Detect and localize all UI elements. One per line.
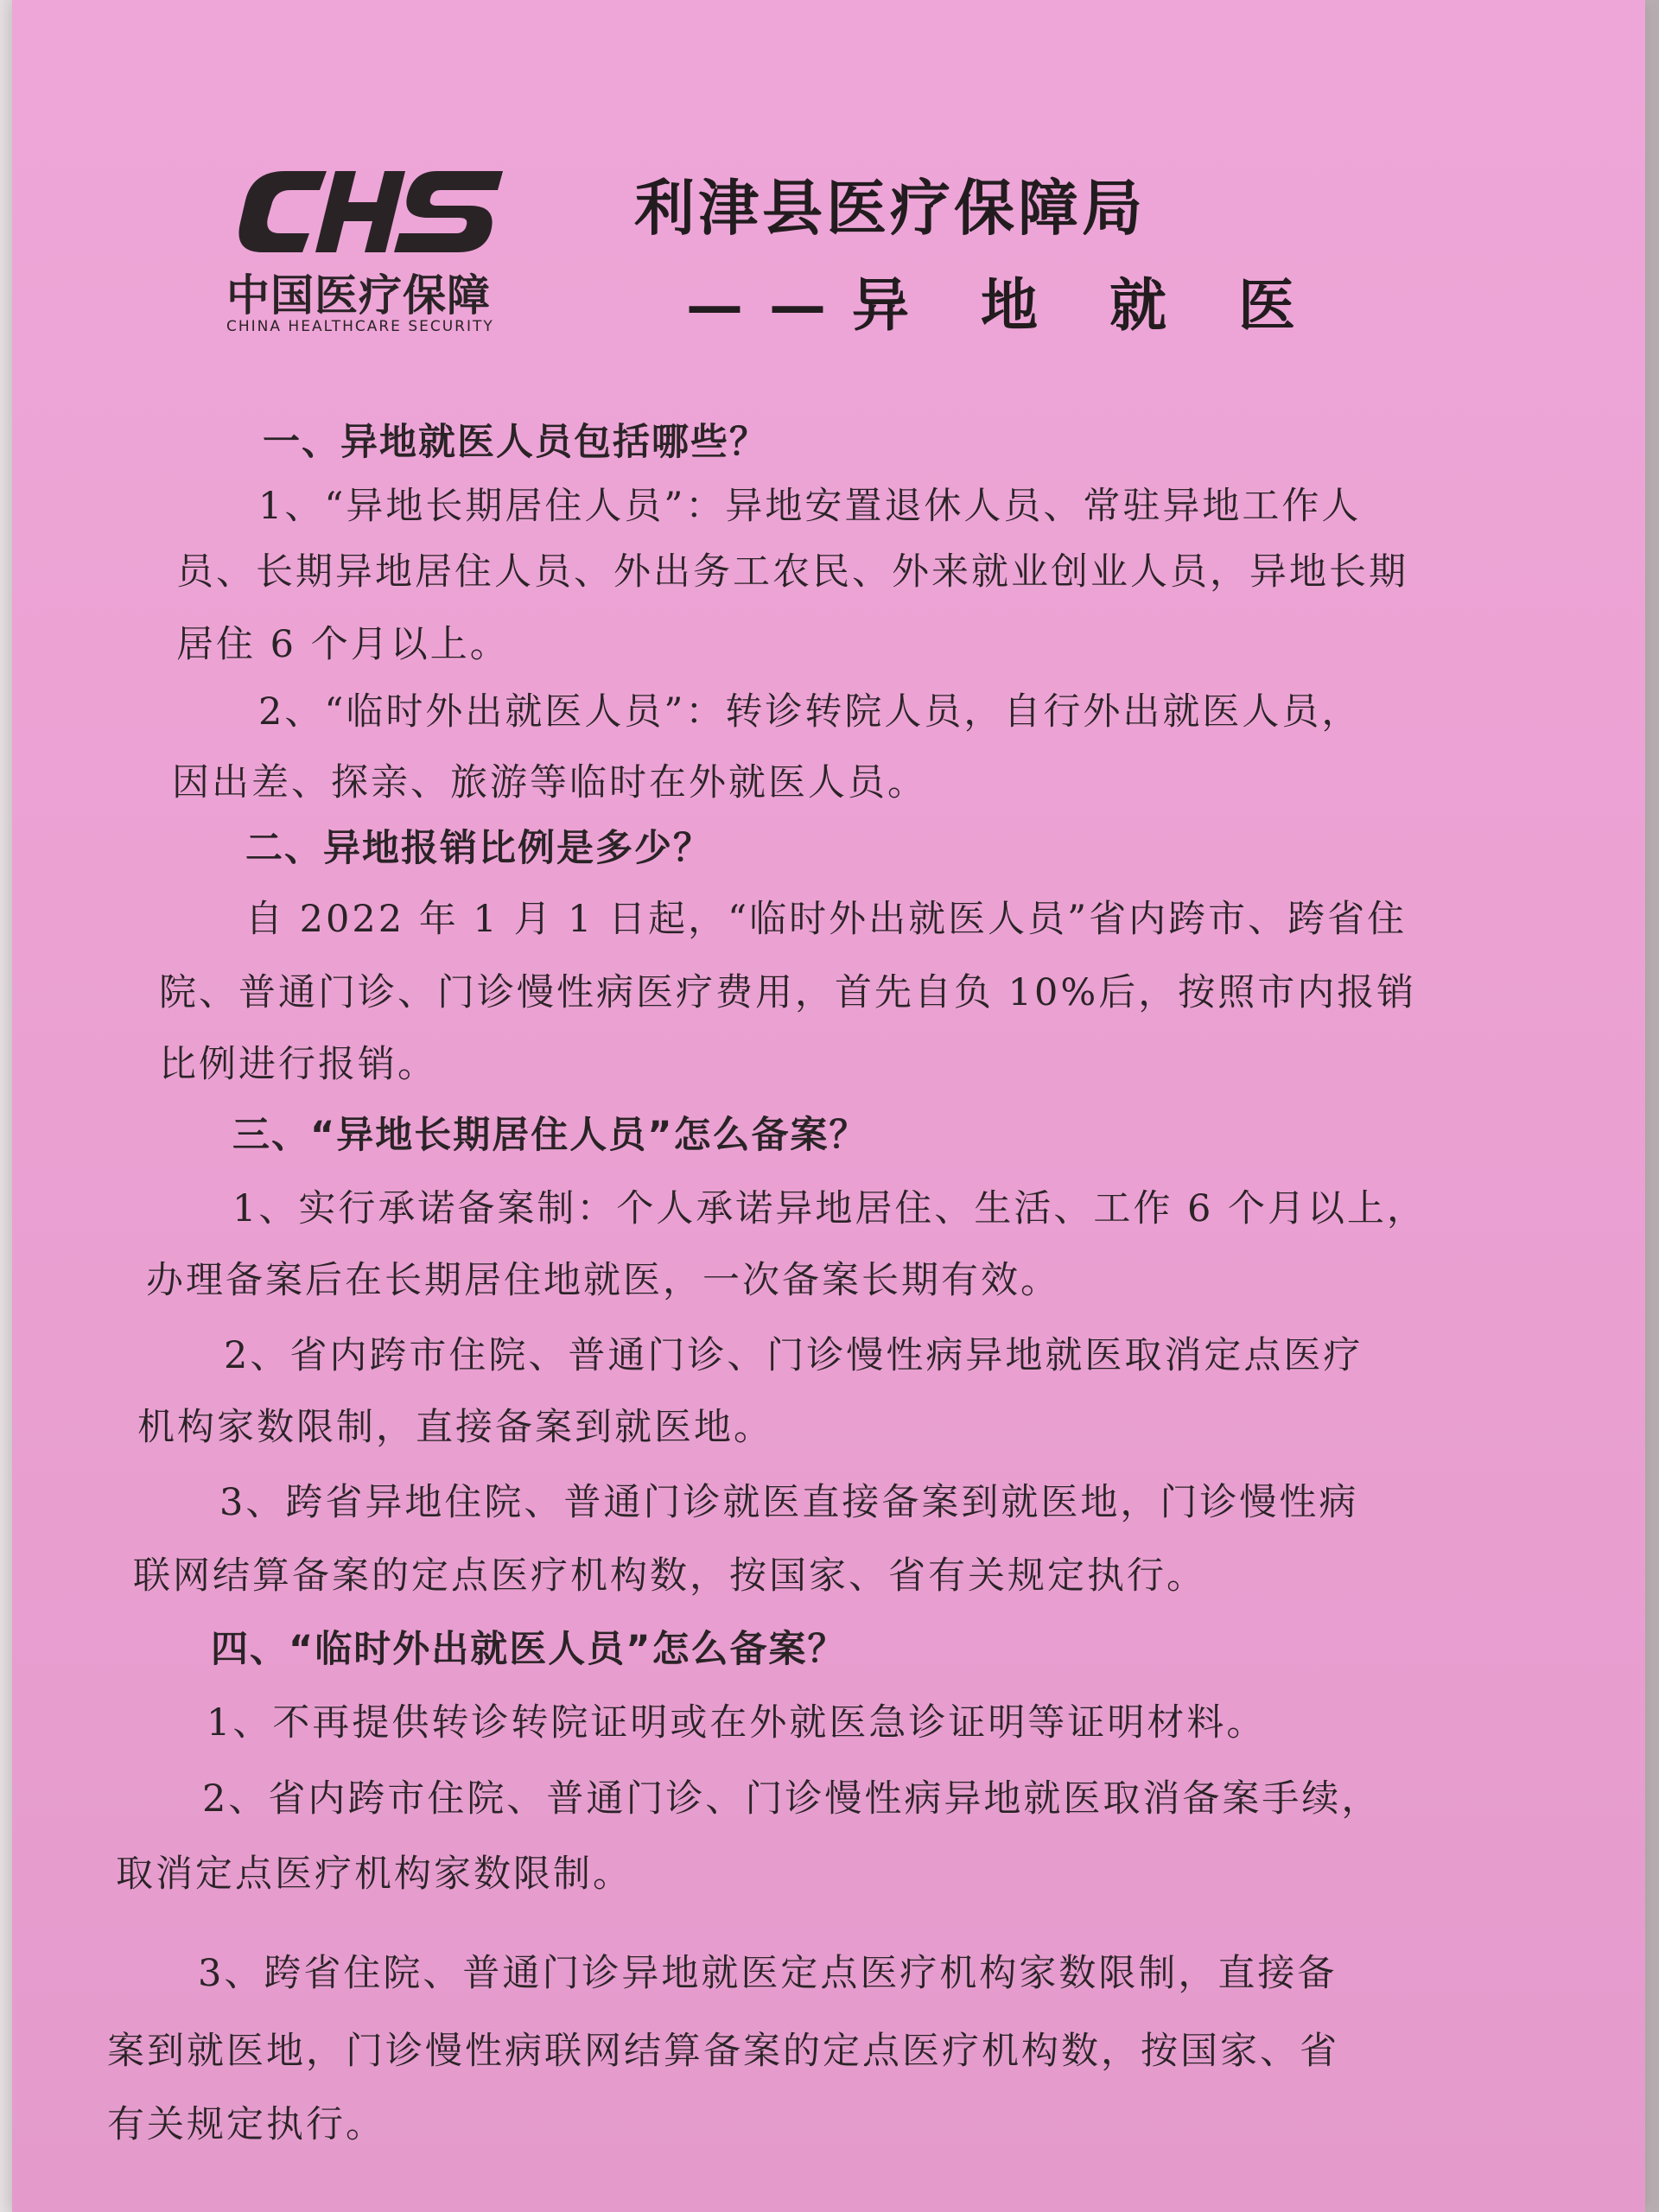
paragraph-line: 有关规定执行。 bbox=[107, 2103, 385, 2146]
document-title: 利津县医疗保障局 bbox=[634, 172, 1146, 244]
paragraph-line: 联网结算备案的定点医疗机构数，按国家、省有关规定执行。 bbox=[133, 1554, 1206, 1598]
section-heading-1: 一、异地就医人员包括哪些？ bbox=[263, 421, 768, 464]
paragraph-line: 取消定点医疗机构家数限制。 bbox=[116, 1853, 632, 1896]
paragraph-line: 案到就医地，门诊慢性病联网结算备案的定点医疗机构数，按国家、省 bbox=[107, 2030, 1339, 2073]
paragraph-line: 比例进行报销。 bbox=[159, 1043, 437, 1086]
pink-notice-sheet bbox=[12, 0, 1645, 2212]
paragraph-line: 3、跨省住院、普通门诊异地就医定点医疗机构家数限制，直接备 bbox=[198, 1952, 1338, 1995]
logo-chinese-name: 中国医疗保障 bbox=[226, 270, 491, 321]
section-heading-3: 三、“异地长期居住人员”怎么备案？ bbox=[232, 1114, 868, 1157]
chs-logo-mark bbox=[225, 164, 510, 259]
paragraph-line: 员、长期异地居住人员、外出务工农民、外来就业创业人员，异地长期 bbox=[176, 550, 1408, 594]
chs-logo bbox=[225, 164, 518, 337]
paragraph-line: 办理备案后在长期居住地就医，一次备案长期有效。 bbox=[146, 1259, 1060, 1302]
paragraph-line: 1、实行承诺备案制：个人承诺异地居住、生活、工作 6 个月以上， bbox=[232, 1187, 1427, 1230]
paragraph-line: 2、省内跨市住院、普通门诊、门诊慢性病异地就医取消定点医疗 bbox=[224, 1334, 1363, 1377]
paragraph-line: 1、不再提供转诊转院证明或在外就医急诊证明等证明材料。 bbox=[207, 1701, 1267, 1745]
paragraph-line: 居住 6 个月以上。 bbox=[176, 623, 510, 666]
paragraph-line: 自 2022 年 1 月 1 日起，“临时外出就医人员”省内跨市、跨省住 bbox=[245, 898, 1408, 941]
section-heading-4: 四、“临时外出就医人员”怎么备案？ bbox=[211, 1628, 847, 1671]
paragraph-line: 1、“异地长期居住人员”：异地安置退休人员、常驻异地工作人 bbox=[258, 485, 1362, 528]
paragraph-line: 2、“临时外出就医人员”：转诊转院人员，自行外出就医人员， bbox=[258, 690, 1362, 734]
paragraph-line: 院、普通门诊、门诊慢性病医疗费用，首先自负 10%后，按照市内报销 bbox=[159, 971, 1417, 1014]
paragraph-line: 机构家数限制，直接备案到就医地。 bbox=[137, 1406, 773, 1449]
paragraph-line: 因出差、探亲、旅游等临时在外就医人员。 bbox=[172, 761, 927, 804]
section-heading-2: 二、异地报销比例是多少？ bbox=[245, 827, 712, 870]
document-subtitle: ——异 地 就 医 bbox=[686, 271, 1321, 339]
logo-english-name: CHINA HEALTHCARE SECURITY bbox=[226, 318, 494, 335]
paragraph-line: 3、跨省异地住院、普通门诊就医直接备案到就医地，门诊慢性病 bbox=[219, 1481, 1359, 1524]
paragraph-line: 2、省内跨市住院、普通门诊、门诊慢性病异地就医取消备案手续， bbox=[202, 1777, 1382, 1821]
